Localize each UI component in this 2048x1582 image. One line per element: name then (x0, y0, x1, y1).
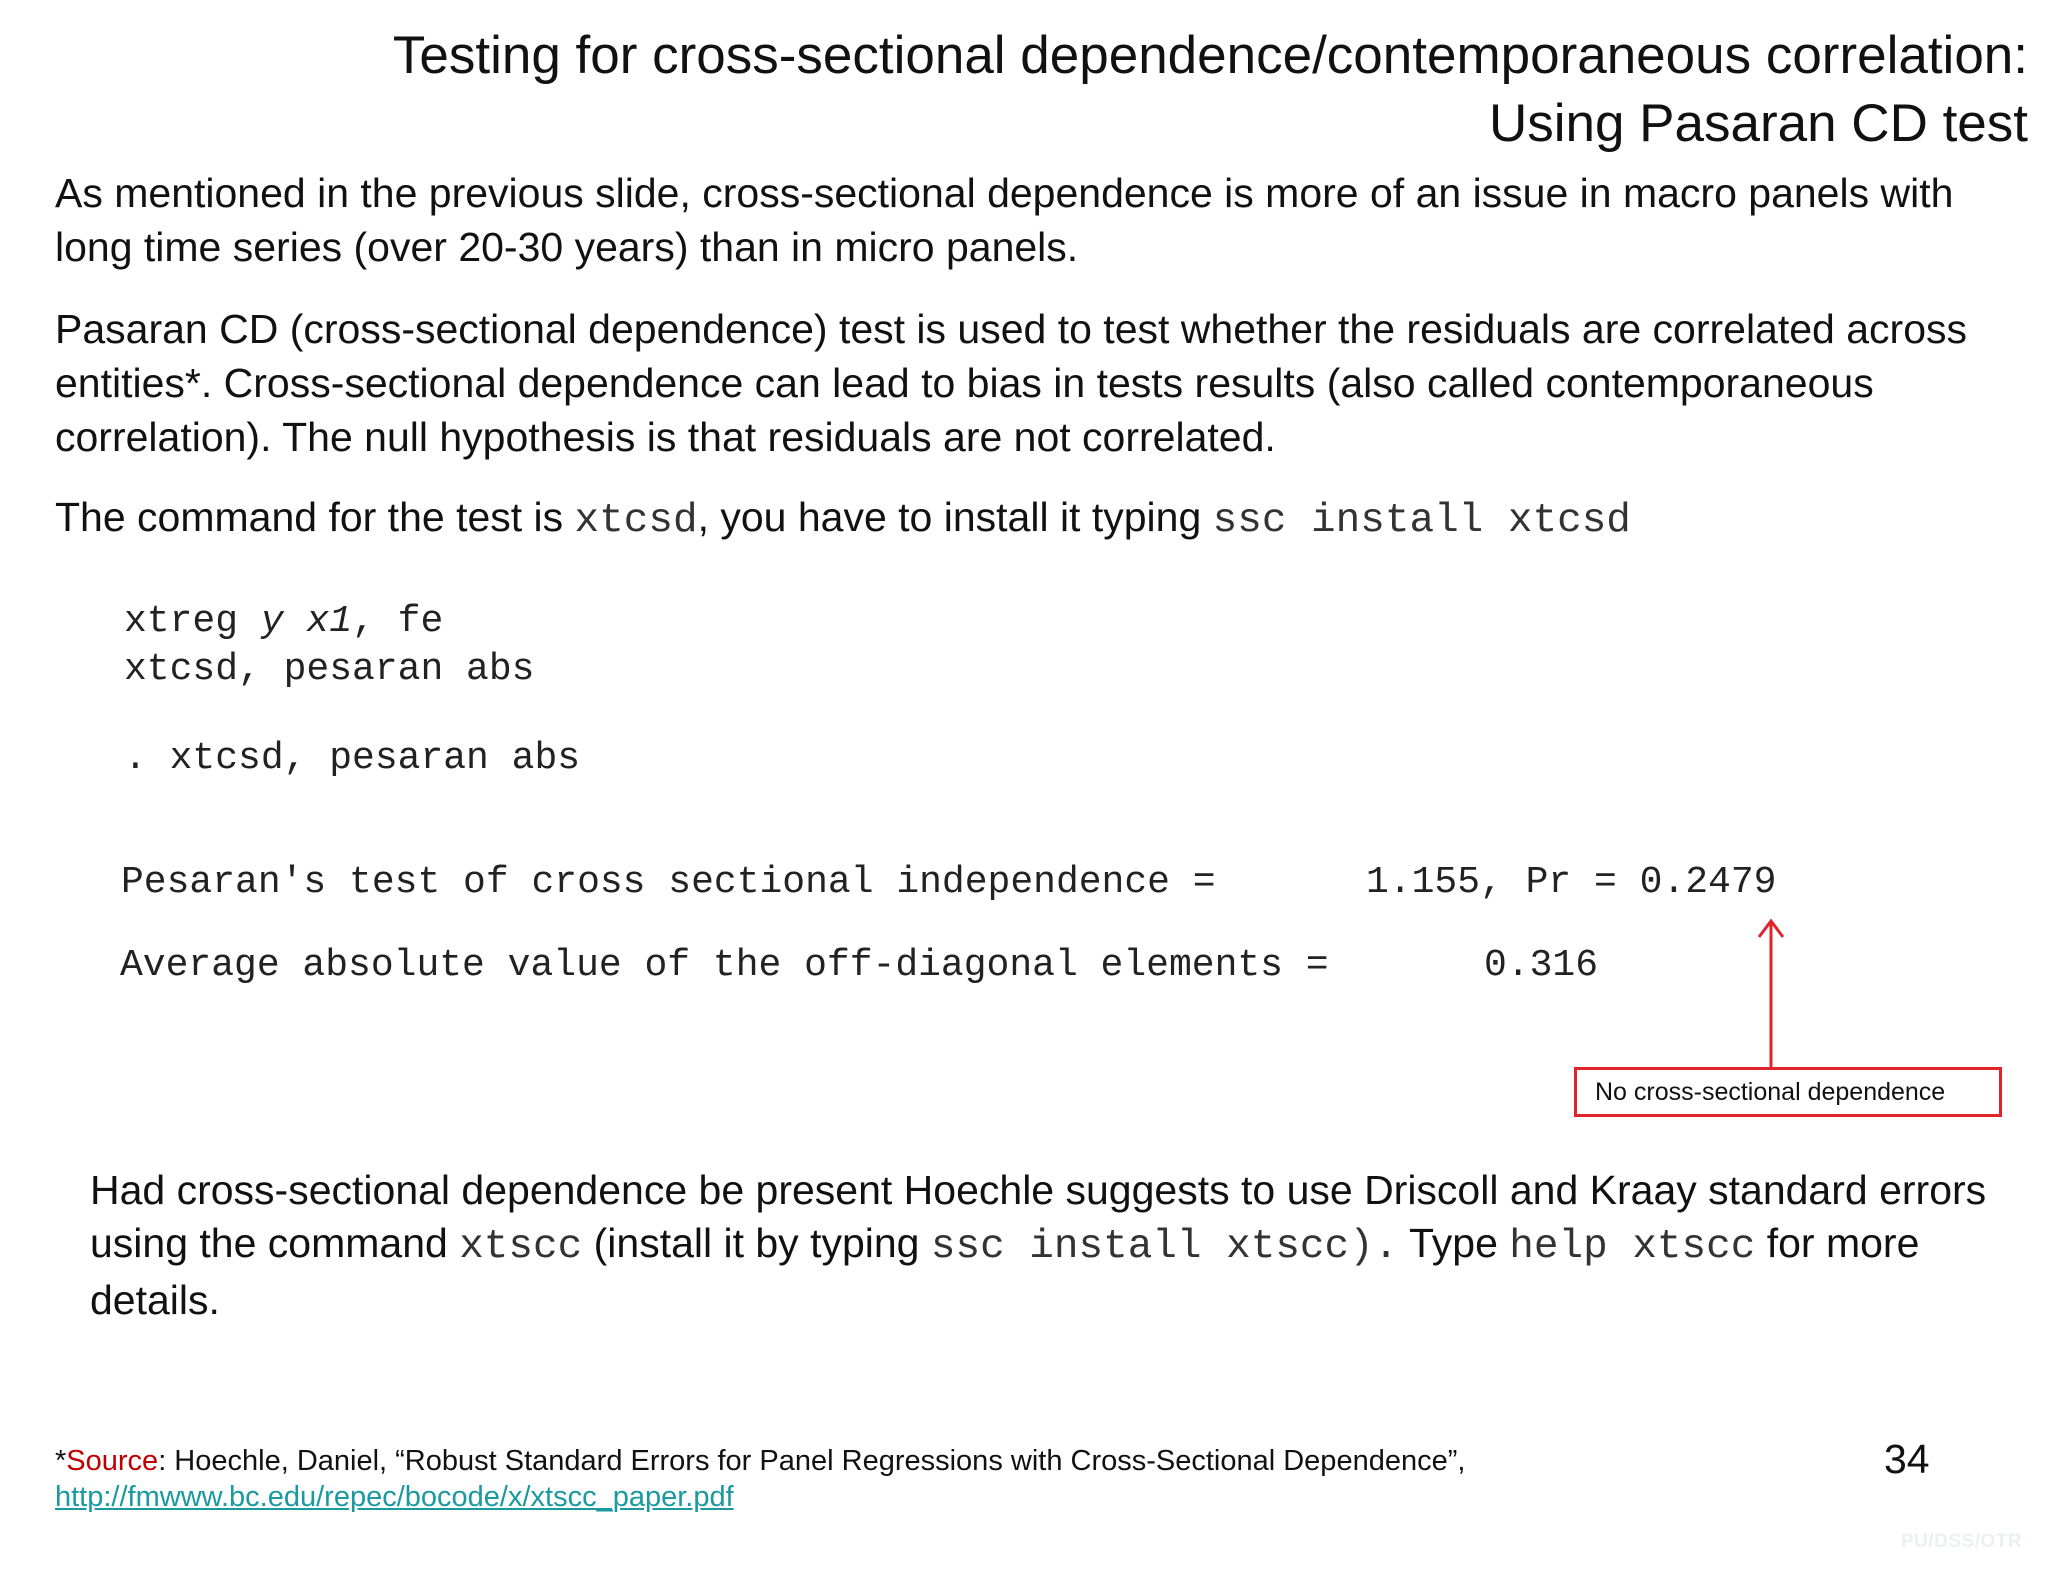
suggestion-text-4: for more details. (90, 1220, 1920, 1323)
command-middle: , you have to install it typing (697, 494, 1213, 540)
footnote-text: : Hoechle, Daniel, “Robust Standard Errors for Panel Regressions with Cross-Sectional Dependence”, (158, 1445, 1466, 1477)
code-xtreg-vars: y x1 (260, 600, 353, 643)
suggestion-text-2: (install it by typing (582, 1220, 931, 1266)
footnote (55, 1443, 1465, 1515)
footnote-link[interactable]: http://fmwww.bc.edu/repec/bocode/x/xtscc_paper.pdf (55, 1481, 734, 1513)
code-xtreg-cmd: xtreg (124, 600, 261, 643)
install-xtscc-command: ssc install xtscc). (930, 1224, 1399, 1270)
output-pesaran-label: Pesaran's test of cross sectional independence = (121, 861, 1216, 904)
output-pesaran-value: 1.155, Pr = 0.2479 (1366, 861, 1777, 904)
output-average-label: Average absolute value of the off-diagonal elements = (120, 944, 1329, 987)
suggestion-paragraph (90, 1164, 1990, 1327)
code-line-xtcsd: xtcsd, pesaran abs (124, 648, 535, 691)
page-number: 34 (1884, 1436, 1930, 1482)
command-xtscc: xtscc (459, 1224, 583, 1270)
help-command: help xtscc (1509, 1224, 1756, 1270)
slide-title-line1: Testing for cross-sectional dependence/contemporaneous correlation: (392, 26, 2028, 85)
install-command: ssc install xtcsd (1212, 498, 1631, 544)
output-average-value: 0.316 (1484, 944, 1599, 987)
callout-box: No cross-sectional dependence (1574, 1067, 2002, 1117)
command-sentence (55, 490, 2015, 548)
watermark: PU/DSS/OTR (1901, 1531, 2023, 1552)
footnote-source-label: Source (66, 1445, 159, 1477)
command-prefix: The command for the test is (55, 494, 575, 540)
intro-paragraph: As mentioned in the previous slide, cross-sectional dependence is more of an issue in macro panels with long time series (over 20-30 years) than in micro panels. (55, 170, 1954, 270)
code-xtreg-opts: , fe (352, 600, 444, 643)
description-paragraph: Pasaran CD (cross-sectional dependence) test is used to test whether the residuals are correlated across entities*. Cross-sectional dependence can lead to bias in tests results (also called contemporaneous correlation). The null hypothesis is that residuals are not correlated. (55, 306, 1968, 460)
command-xtcsd: xtcsd (574, 498, 698, 544)
code-line-xtreg (124, 598, 443, 646)
footnote-star: * (55, 1445, 67, 1477)
slide-title (393, 22, 2028, 158)
arrow-up-icon (1756, 915, 1786, 1070)
slide-title-line2: Using Pasaran CD test (1488, 94, 2028, 153)
suggestion-text-1: Had cross-sectional dependence be present Hoechle suggests to use Driscoll and Kraay standard errors using the command (90, 1167, 1987, 1266)
suggestion-text-3: Type (1398, 1220, 1510, 1266)
code-prompt-line: . xtcsd, pesaran abs (124, 737, 581, 780)
